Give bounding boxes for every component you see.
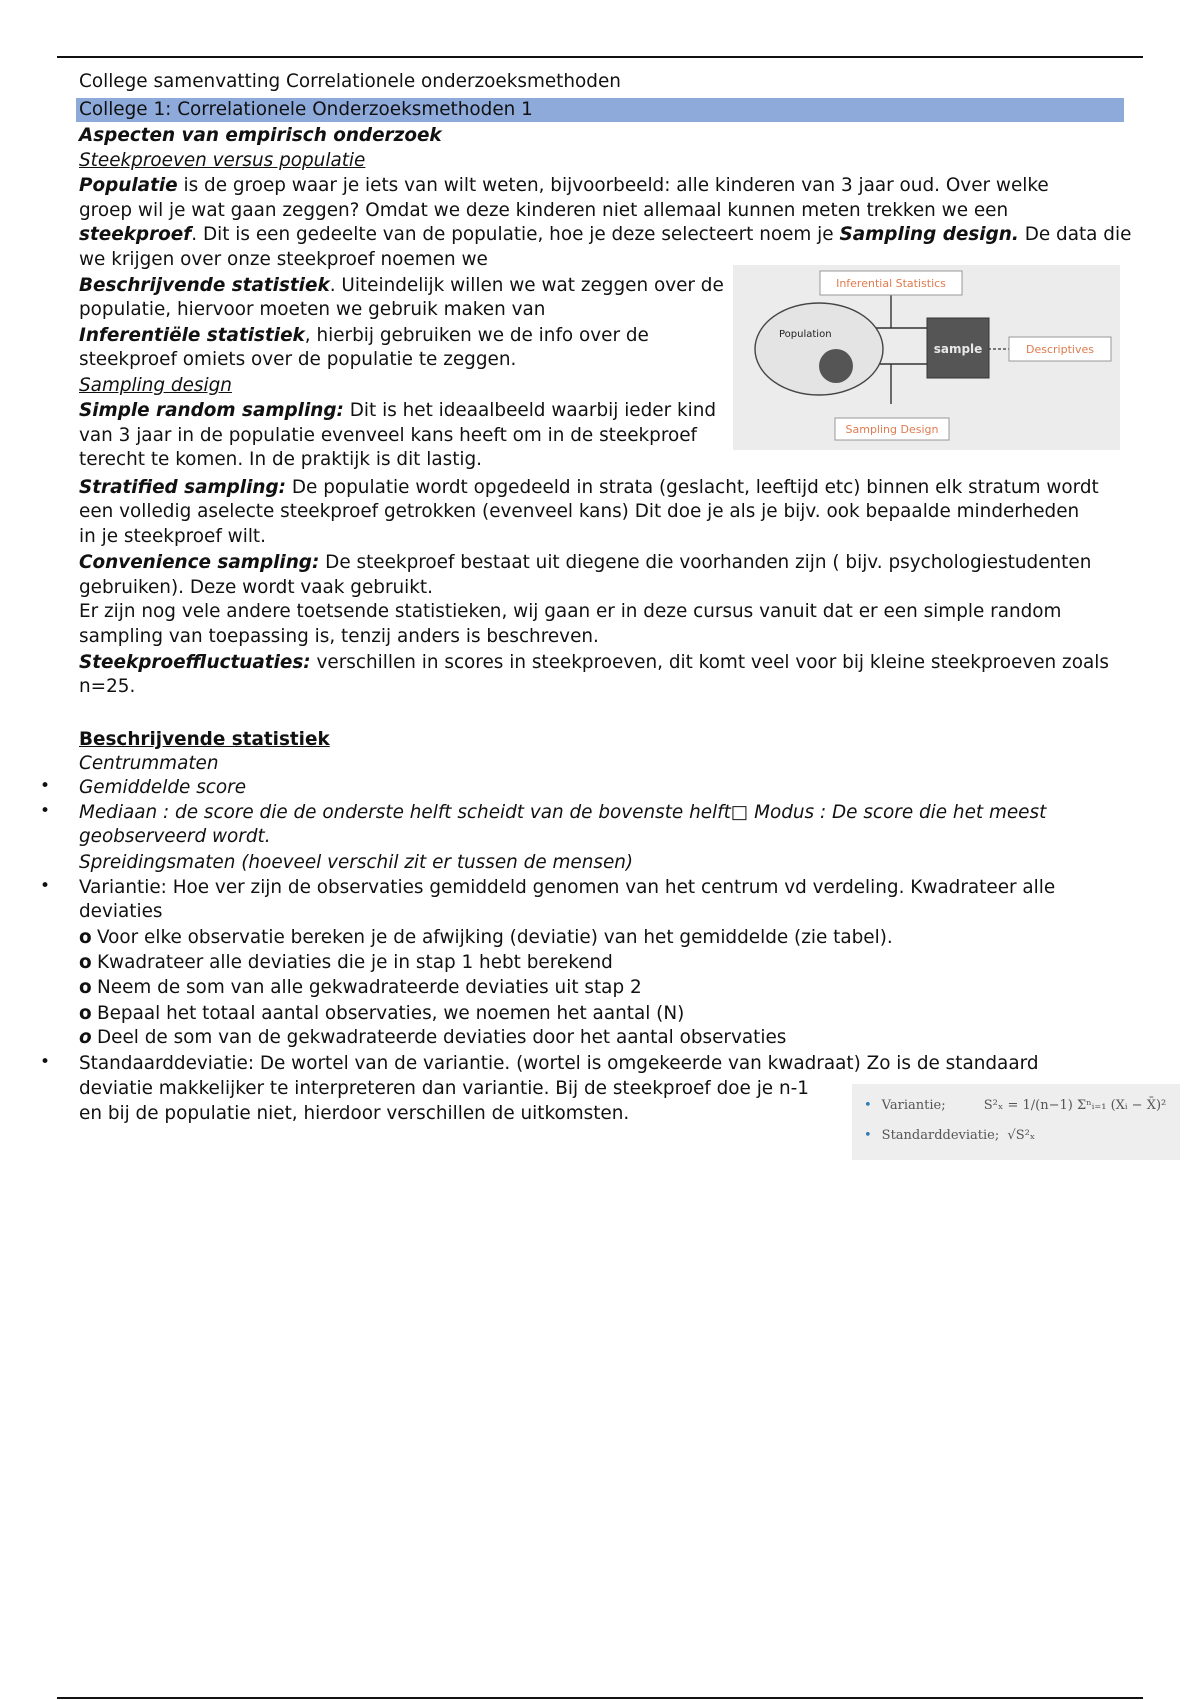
section-heading-beschrijvend: Beschrijvende statistiek: [79, 729, 330, 750]
formula-label: Variantie;: [881, 1098, 946, 1113]
step-text: Deel de som van de gekwadrateerde deviaties door het aantal observaties: [97, 1027, 787, 1048]
formula-bullet: •: [864, 1128, 872, 1143]
top-rule: [57, 56, 1143, 58]
step-text: Bepaal het totaal aantal observaties, we noemen het aantal (N): [97, 1003, 685, 1024]
bottom-rule: [57, 1697, 1143, 1699]
list-item-mediaan: [79, 801, 1046, 825]
missing-glyph-icon: □: [730, 802, 749, 823]
population-subset-circle: [819, 349, 853, 383]
list-item-standaarddeviatie: Standaarddeviatie: De wortel van de variantie. (wortel is omgekeerde van kwadraat) Zo is de standaard: [79, 1053, 1039, 1074]
term-sampling-design: Sampling design.: [839, 224, 1019, 245]
step-text: Voor elke observatie bereken je de afwijking (deviatie) van het gemiddelde (zie tabel).: [97, 927, 893, 948]
step-marker: o: [79, 977, 92, 998]
bullet: •: [40, 801, 51, 821]
subheading-steekproeven: Steekproeven versus populatie: [79, 150, 366, 171]
document-title: College samenvatting Correlationele onderzoeksmethoden: [79, 71, 621, 92]
term-stratified: Stratified sampling:: [79, 477, 287, 498]
term-simple-random: Simple random sampling:: [79, 400, 344, 421]
paragraph-text: . Dit is een gedeelte van de populatie, hoe je deze selecteert noem je: [191, 224, 840, 245]
step-marker: o: [79, 927, 92, 948]
term-steekproef: steekproef: [79, 224, 192, 245]
paragraph-line: sampling van toepassing is, tenzij anders is beschreven.: [79, 626, 599, 647]
formula-row-variantie: [864, 1098, 1166, 1113]
paragraph-convenience: [79, 551, 1091, 575]
formula-bullet: •: [864, 1098, 872, 1113]
term-convenience: Convenience sampling:: [79, 552, 320, 573]
step-text: Neem de som van alle gekwadrateerde deviaties uit stap 2: [97, 977, 642, 998]
paragraph-line: n=25.: [79, 676, 136, 697]
paragraph-line: een volledig aselecte steekproef getrokken (evenveel kans) Dit doe je als je bijv. ook bepaalde minderheden: [79, 501, 1080, 522]
step-marker: o: [79, 952, 92, 973]
formula-box: [852, 1084, 1180, 1160]
sample-label: sample: [933, 342, 983, 356]
paragraph-text: Dit is het ideaalbeeld waarbij ieder kind: [343, 400, 717, 421]
modus-text: Modus : De score die het meest: [748, 802, 1047, 823]
formula-row-standaarddeviatie: [864, 1128, 1035, 1143]
step-item: [79, 951, 613, 975]
population-label: Population: [779, 329, 832, 340]
paragraph-line: van 3 jaar in de populatie evenveel kans heeft om in de steekproef: [79, 425, 698, 446]
paragraph-beschrijvend: [79, 274, 724, 298]
paragraph-line: en bij de populatie niet, hierdoor verschillen de uitkomsten.: [79, 1103, 630, 1124]
paragraph-line: deviaties: [79, 901, 163, 922]
paragraph-line: in je steekproef wilt.: [79, 526, 266, 547]
paragraph-text: , hierbij gebruiken we de info over de: [304, 325, 649, 346]
sd-formula: √S²ₓ: [1007, 1128, 1036, 1143]
subheading-sampling-design: Sampling design: [79, 375, 232, 396]
paragraph-other-stats: Er zijn nog vele andere toetsende statistieken, wij gaan er in deze cursus vanuit dat er een simple random: [79, 601, 1062, 622]
bullet: •: [40, 776, 51, 796]
list-item-variantie: Variantie: Hoe ver zijn de observaties gemiddeld genomen van het centrum vd verdeling. Kwadrateer alle: [79, 877, 1056, 898]
term-fluctuaties: Steekproeffluctuaties:: [79, 652, 311, 673]
paragraph-line: steekproef omiets over de populatie te zeggen.: [79, 349, 517, 370]
step-text: Kwadrateer alle deviaties die je in stap 1 hebt berekend: [97, 952, 613, 973]
step-item: [79, 926, 893, 950]
diagram-svg: [733, 265, 1120, 450]
paragraph-populatie: [79, 174, 1049, 198]
list-item-gemiddelde: Gemiddelde score: [79, 777, 247, 798]
step-item: [79, 1026, 786, 1050]
subheading-centrummaten: Centrummaten: [79, 753, 219, 774]
subheading-spreidingsmaten: Spreidingsmaten (hoeveel verschil zit er tussen de mensen): [79, 852, 634, 873]
step-marker: o: [79, 1003, 92, 1024]
populatie-text: is de groep waar je iets van wilt weten, bijvoorbeeld: alle kinderen van 3 jaar oud. Over welke: [177, 175, 1049, 196]
term-inferentiele-statistiek: Inferentiële statistiek: [79, 325, 305, 346]
paragraph-stratified: [79, 476, 1099, 500]
paragraph-text: . Uiteindelijk willen we wat zeggen over de: [329, 275, 724, 296]
paragraph-line: gebruiken). Deze wordt vaak gebruikt.: [79, 577, 433, 598]
paragraph-line: groep wil je wat gaan zeggen? Omdat we deze kinderen niet allemaal kunnen meten trekken we een: [79, 200, 1009, 221]
paragraph-line: terecht te komen. In de praktijk is dit lastig.: [79, 449, 483, 470]
variance-formula: S²ₓ = 1/(n−1) Σⁿᵢ₌₁ (Xᵢ − X̄)²: [983, 1098, 1167, 1113]
term-beschrijvende-statistiek: Beschrijvende statistiek: [79, 275, 330, 296]
bullet: •: [40, 876, 51, 896]
bullet: •: [40, 1052, 51, 1072]
section-heading-aspects: Aspecten van empirisch onderzoek: [79, 125, 442, 146]
formula-label: Standarddeviatie;: [881, 1128, 1000, 1143]
paragraph-fluctuaties: [79, 651, 1109, 675]
inferential-label: Inferential Statistics: [836, 277, 946, 290]
paragraph-text: De populatie wordt opgedeeld in strata (geslacht, leeftijd etc) binnen elk stratum wordt: [286, 477, 1099, 498]
paragraph-line: populatie, hiervoor moeten we gebruik maken van: [79, 299, 546, 320]
paragraph-line: deviatie makkelijker te interpreteren dan variantie. Bij de steekproef doe je n-1: [79, 1078, 809, 1099]
mediaan-text: Mediaan : de score die de onderste helft scheidt van de bovenste helft: [79, 802, 731, 823]
step-marker: o: [79, 1027, 92, 1048]
paragraph-text: De data die: [1018, 224, 1132, 245]
step-item: [79, 1002, 684, 1026]
step-item: [79, 976, 642, 1000]
paragraph-line: [79, 223, 1131, 247]
paragraph-inferentieel: [79, 324, 649, 348]
paragraph-line: we krijgen over onze steekproef noemen we: [79, 249, 488, 270]
population-ellipse: [755, 303, 883, 395]
term-populatie: Populatie: [79, 175, 178, 196]
paragraph-simple-random: [79, 399, 716, 423]
sampling-diagram: [733, 265, 1120, 450]
paragraph-text: verschillen in scores in steekproeven, dit komt veel voor bij kleine steekproeven zoals: [310, 652, 1109, 673]
paragraph-text: De steekproef bestaat uit diegene die voorhanden zijn ( bijv. psychologiestudenten: [319, 552, 1092, 573]
paragraph-line: geobserveerd wordt.: [79, 826, 271, 847]
descriptives-label: Descriptives: [1026, 343, 1094, 356]
sampling-design-label: Sampling Design: [845, 423, 939, 436]
college-heading: College 1: Correlationele Onderzoeksmethoden 1: [79, 99, 533, 120]
